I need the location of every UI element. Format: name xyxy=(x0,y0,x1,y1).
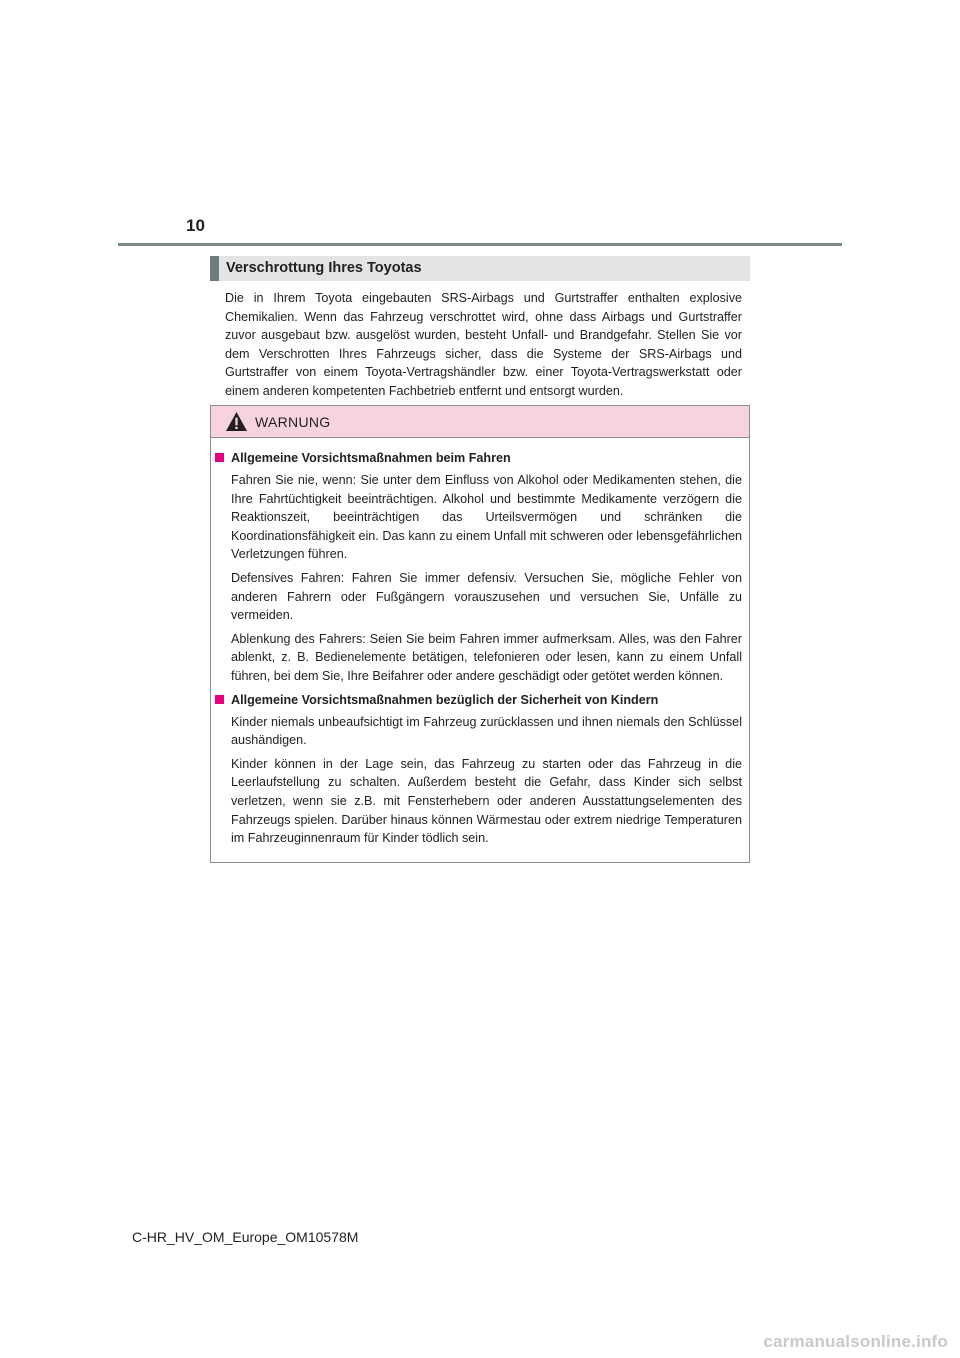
warning-header xyxy=(211,406,749,438)
warning-item-heading-children xyxy=(213,691,751,709)
section-intro-text: Die in Ihrem Toyota eingebauten SRS-Airbags und Gurtstraffer enthalten explosive Chemikalien. Wenn das Fahrzeug verschrottet wird, ohne dass Airbags und Gurtstraffer zuvor ausgebaut bzw. ausgelöst wurden, besteht Unfall- und Brandgefahr. Stellen Sie vor dem Verschrotten Ihres Fahrzeugs sicher, dass die Systeme der SRS-Airbags und Gurtstraffer von einem Toyota-Vertragshändler bzw. einer Toyota-Vertragswerkstatt oder einem anderen kompetenten Fachbetrieb entfernt und entsorgt wurden. xyxy=(225,291,742,398)
warning-box xyxy=(210,405,750,863)
warning-item-heading-text: Allgemeine Vorsichtsmaßnahmen bezüglich der Sicherheit von Kindern xyxy=(231,692,659,707)
warning-paragraph: Defensives Fahren: Fahren Sie immer defensiv. Versuchen Sie, mögliche Fehler von anderen Fahrern oder Fußgängern vorauszusehen und versuchen Sie, Unfälle zu vermeiden. xyxy=(231,570,742,623)
header-divider xyxy=(118,243,842,246)
square-bullet-icon xyxy=(215,695,224,704)
warning-body xyxy=(211,449,751,853)
warning-title: WARNUNG xyxy=(255,414,331,430)
footer-document-code: C-HR_HV_OM_Europe_OM10578M xyxy=(132,1229,359,1245)
warning-item-heading-text: Allgemeine Vorsichtsmaßnahmen beim Fahren xyxy=(231,451,511,465)
warning-triangle-icon xyxy=(225,411,248,432)
section-heading: Verschrottung Ihres Toyotas xyxy=(210,256,750,281)
warning-paragraph: Ablenkung des Fahrers: Seien Sie beim Fahren immer aufmerksam. Alles, was den Fahrer ablenkt, z. B. Bedienelemente betätigen, telefonieren oder lesen, kann zu einem Unfall führen, bei dem Sie, Ihre Beifahrer oder andere geschädigt oder getötet werden können. xyxy=(231,631,742,683)
watermark-text: carmanualsonline.info xyxy=(763,1332,948,1351)
square-bullet-icon xyxy=(215,453,224,462)
warning-paragraph: Kinder niemals unbeaufsichtigt im Fahrzeug zurücklassen und ihnen niemals den Schlüssel aushändigen. xyxy=(231,714,742,748)
warning-item-heading-driving xyxy=(213,449,751,467)
page-number: 10 xyxy=(186,216,205,235)
warning-paragraph: Fahren Sie nie, wenn: Sie unter dem Einfluss von Alkohol oder Medikamenten stehen, die Ihre Fahrtüchtigkeit beeinträchtigen. Alkohol und bestimmte Medikamente verzögern die Reaktionszeit, beeinträchtigen das Urteilsvermögen und schränken die Koordinationsfähigkeit ein. Das kann zu einem Unfall mit schweren oder lebensgefährlichen Verletzungen führen. xyxy=(231,473,742,562)
warning-paragraph: Kinder können in der Lage sein, das Fahrzeug zu starten oder das Fahrzeug in die Leerlaufstellung zu schalten. Außerdem besteht die Gefahr, dass Kinder sich selbst verletzen, wenn sie z.B. mit Fensterhebern oder anderen Ausstattungselementen des Fahrzeugs spielen. Darüber hinaus können Wärmestau oder extrem niedrige Temperaturen im Fahrzeuginnenraum für Kinder tödlich sein. xyxy=(231,756,742,846)
